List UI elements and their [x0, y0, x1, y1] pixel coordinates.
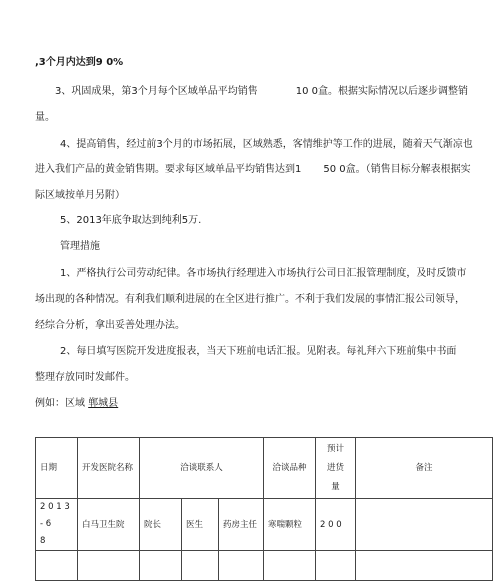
text-line: 经综合分析，拿出妥善处理办法。: [35, 320, 185, 331]
cell-note: [356, 499, 493, 551]
example-label: 例如：区域: [35, 398, 85, 409]
text-line: 际区域按单月另附）: [35, 190, 125, 201]
text-line: 2、每日填写医院开发进度报表，当天下班前电话汇报。见附表。每礼拜六下班前集中书面: [60, 346, 457, 357]
text-line: 量。: [35, 112, 55, 123]
cell-date: [36, 499, 78, 551]
text-line: 5、2013年底争取达到纯利5万.: [60, 215, 202, 226]
cell-empty: [356, 551, 493, 581]
example-place: 郸城县: [88, 398, 119, 409]
text-line: 场出现的各种情况。有利我们顺利进展的在全区进行推广。不利于我们发展的事情汇报公司领导，: [35, 294, 465, 305]
cell-contact-1: 院长: [140, 499, 182, 551]
cell-hospital: 白马卫生院: [78, 499, 140, 551]
cell-empty: [78, 551, 140, 581]
table-row: [36, 499, 493, 551]
section-heading: 管理措施: [60, 241, 100, 252]
hospital-progress-table: [35, 437, 493, 581]
table-header-row: [36, 438, 493, 499]
cell-empty: [219, 551, 264, 581]
cell-empty: [36, 551, 78, 581]
header-qty-line: 进货: [326, 462, 344, 473]
p4-c: （销售目标分解表根据实: [365, 164, 471, 175]
header-qty-line: 量: [331, 481, 340, 492]
header-date: 日期: [36, 438, 78, 499]
cell-date-line: 2 0 1 3 - 6: [40, 502, 70, 529]
p3-num: 10 0盒。: [295, 86, 338, 97]
p3-b: 根据实际情况以后逐步调整销: [338, 86, 468, 97]
cell-contact-2: 医生: [182, 499, 219, 551]
p4-b: 进入我们产品的黄金销售期。要求每区域单品平均销售达到1: [35, 164, 302, 175]
header-qty: [316, 438, 356, 499]
header-qty-line: 预计: [326, 443, 344, 454]
text-line: 4、提高销售，经过前3个月的市场拓展，区域熟悉，客情维护等工作的进展，随着天气渐凉也: [60, 139, 473, 150]
header-note: 备注: [356, 438, 493, 499]
header-product: 洽谈品种: [264, 438, 316, 499]
table-row: [36, 551, 493, 581]
cell-date-line: 8: [40, 536, 46, 546]
cell-empty: [264, 551, 316, 581]
header-contact: 洽谈联系人: [140, 438, 264, 499]
p4-num: 50 0盒。: [323, 164, 366, 175]
text-line: [55, 85, 468, 99]
cell-empty: [182, 551, 219, 581]
cell-empty: [140, 551, 182, 581]
cell-contact-3: 药房主任: [219, 499, 264, 551]
text-line: 1、严格执行公司劳动纪律。各市场执行经理进入市场执行公司日汇报管理制度，及时反馈市: [60, 268, 467, 279]
p3-a: 3、巩固成果，第3个月每个区域单品平均销售: [55, 86, 258, 97]
cell-empty: [316, 551, 356, 581]
cell-product: 寒喘颗粒: [264, 499, 316, 551]
text-line: 整理存放同时发邮件。: [35, 372, 135, 383]
example-line: [35, 397, 118, 411]
text-line: ,3个月内达到9 0%: [35, 57, 124, 68]
cell-qty: 2 0 0: [316, 499, 356, 551]
header-hospital: 开发医院名称: [78, 438, 140, 499]
text-line: [35, 163, 471, 177]
